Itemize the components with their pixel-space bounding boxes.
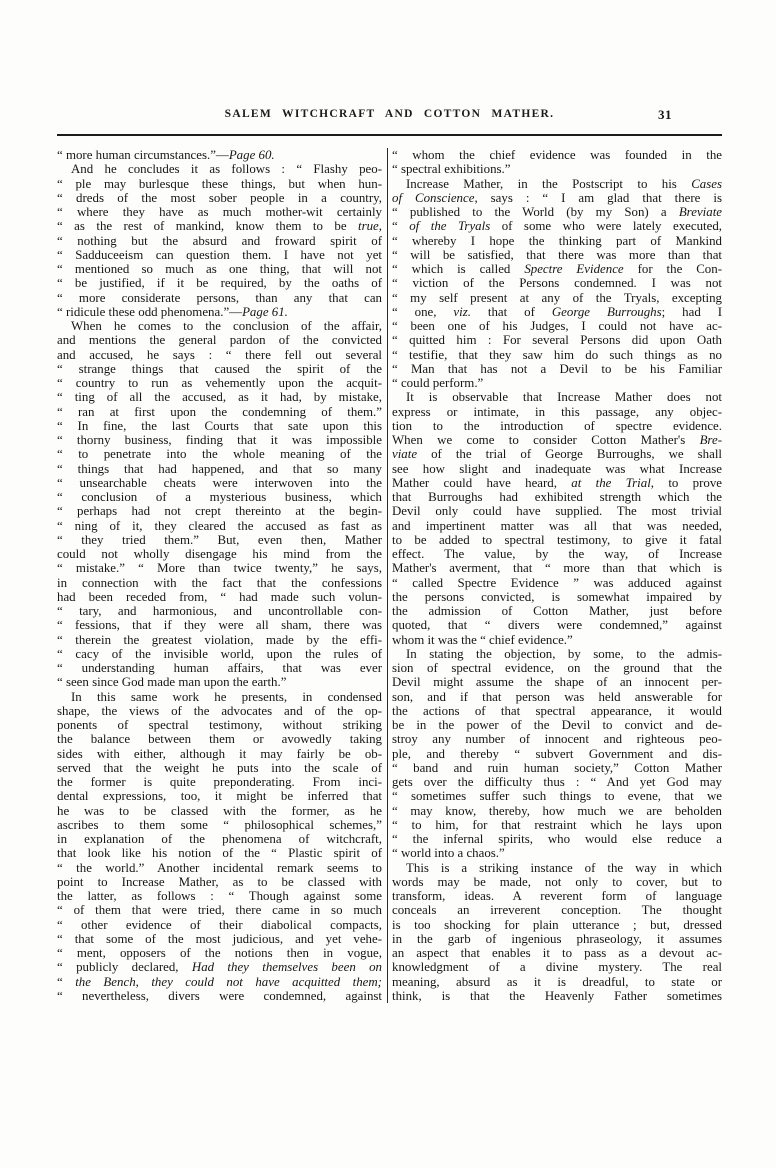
text-line: point to Increase Mather, as to be classed with	[57, 874, 382, 889]
text-line: When he comes to the conclusion of the affair,	[71, 319, 382, 333]
text-line: “ be justified, if it be required, by the oaths of	[57, 276, 382, 291]
text-line: It is observable that Increase Mather does not	[406, 390, 722, 405]
left-column	[57, 148, 382, 1003]
text-line: “ more human circumstances.”—Page 60.	[57, 148, 275, 162]
text-line: “ whom the chief evidence was founded in the	[392, 148, 722, 162]
column-divider	[387, 148, 388, 1003]
text-line: the persons convicted, is somewhat impaired by	[392, 589, 722, 604]
text-line: In stating the objection, by some, to the admis-	[406, 646, 722, 661]
text-line: “ one, viz. that of George Burroughs; had I	[392, 304, 722, 319]
text-line: “ Sadduceeism can question them. I have not yet	[57, 247, 382, 262]
text-line: son, and if that person was held answerable for	[392, 689, 722, 704]
text-line: “ mentioned so much as one thing, that will not	[57, 262, 382, 276]
text-line: “ seen since God made man upon the earth.”	[57, 675, 287, 690]
text-line: quoted, that “ divers were condemned,” against	[392, 618, 722, 633]
text-line: “ where they have as much mother-wit certainly	[57, 205, 382, 219]
text-line: “ cacy of the invisible world, upon the rules of	[57, 646, 382, 661]
text-line: words may be made, not only to cover, but to	[392, 874, 722, 889]
text-line: express or intimate, in this passage, any objec-	[392, 404, 722, 419]
text-line: “ may know, thereby, how much we are beholden	[392, 803, 722, 818]
text-line: “ things that had happened, and that so many	[57, 461, 382, 476]
text-line: “ published to the World (by my Son) a Breviate	[392, 205, 722, 219]
text-line: the former is quite preponderating. From inci-	[57, 775, 382, 789]
text-line: served that the weight he puts into the scale of	[57, 760, 382, 775]
text-line: Devil might assume the shape of an innocent per-	[392, 675, 722, 690]
text-line: “ been one of his Judges, I could not have ac-	[392, 319, 722, 333]
text-line: stroy any number of innocent and righteous peo-	[392, 732, 722, 747]
text-line: “ my self present at any of the Tryals, excepting	[392, 290, 722, 305]
text-line: “ ple may burlesque these things, but when hun-	[57, 176, 382, 191]
text-line: Mather's averment, that “ more than that which is	[392, 561, 722, 576]
text-line: “ ran at first upon the condemning of them.”	[57, 404, 382, 419]
text-line: that Burroughs had exhibited strength which the	[392, 490, 722, 504]
text-line: of Conscience, says : “ I am glad that there is	[392, 190, 722, 205]
text-line: “ nevertheless, divers were condemned, against	[57, 988, 382, 1003]
text-line: sion of spectral evidence, on the ground that the	[392, 661, 722, 675]
text-line: the admission of Cotton Mather, just before	[392, 604, 722, 618]
text-line: in explanation of the phenomena of witchcraft,	[57, 832, 382, 846]
page-number: 31	[658, 107, 672, 122]
text-line: “ the infernal spirits, who would else reduce a	[392, 832, 722, 846]
text-line: “ conclusion of a mysterious business, which	[57, 490, 382, 504]
text-line: “ will be satisfied, that there was more than that	[392, 247, 722, 262]
text-line: And he concludes it as follows : “ Flashy peo-	[71, 162, 382, 177]
text-line: “ more considerate persons, than any that can	[57, 290, 382, 305]
text-line: “ viction of the Persons condemned. I was not	[392, 276, 722, 291]
text-line: “ perhaps had not crept thereinto at the begin-	[57, 504, 382, 519]
text-line: could not wholly disengage his mind from the	[57, 547, 382, 561]
text-line: “ could perform.”	[392, 376, 484, 390]
text-line: “ as the rest of mankind, know them to be true,	[57, 219, 382, 234]
text-line: whom it was the “ chief evidence.”	[392, 632, 573, 647]
right-column	[392, 148, 722, 1003]
text-line: “ unsearchable cheats were interwoven into the	[57, 475, 382, 490]
text-line: “ they tried them.” But, even then, Mather	[57, 532, 382, 547]
text-line: conceals an irreverent conception. The thought	[392, 903, 722, 918]
text-line: and mentions the general pardon of the convicted	[57, 333, 382, 348]
text-line: “ band and ruin human society,” Cotton Mather	[392, 760, 722, 775]
text-line: “ strange things that caused the spirit of the	[57, 361, 382, 376]
text-line: “ Man that has not a Devil to be his Familiar	[392, 361, 722, 376]
text-line: an aspect that enables it to pass as a devout ac-	[392, 946, 722, 960]
text-line: “ that some of the most judicious, and yet vehe-	[57, 931, 382, 946]
text-line: “ dreds of the most sober people in a country,	[57, 190, 382, 205]
text-line: “ therein the greatest violation, made by the effi-	[57, 632, 382, 647]
text-line: “ quitted him : For several Persons did upon Oath	[392, 333, 722, 348]
text-line: “ ting of all the accused, as it had, by mistake,	[57, 390, 382, 405]
running-head	[57, 108, 722, 126]
text-line: “ nothing but the absurd and froward spirit of	[57, 233, 382, 248]
text-line: and accused, he says : “ there fell out several	[57, 347, 382, 362]
text-line: the balance between them or avowedly taking	[57, 732, 382, 747]
text-line: “ ning of it, they cleared the accused as fast as	[57, 518, 382, 533]
text-line: “ country to run as vehemently upon the acquit-	[57, 376, 382, 390]
text-line: dental expressions, too, it might be inferred that	[57, 789, 382, 804]
page-content	[57, 108, 722, 1003]
running-head-title: SALEM WITCHCRAFT AND COTTON MATHER.	[224, 108, 555, 120]
text-line: “ In fine, the last Courts that sate upon this	[57, 418, 382, 433]
text-line: “ the Bench, they could not have acquitted them;	[57, 974, 382, 989]
text-line: When we come to consider Cotton Mather's Bre-	[392, 433, 722, 447]
text-line: knowledgment of a divine mystery. The real	[392, 960, 722, 975]
text-line: “ ment, opposers of the notions then in vogue,	[57, 946, 382, 960]
text-line: ponents of spectral testimony, without striking	[57, 718, 382, 732]
text-line: viate of the trial of George Burroughs, we shall	[392, 447, 722, 462]
text-line: meaning, absurd as it is dreadful, to state or	[392, 974, 722, 989]
text-line: Mather could have heard, at the Trial, to prove	[392, 475, 723, 490]
text-line: Increase Mather, in the Postscript to his Cases	[406, 176, 722, 191]
text-line: effect. The value, by the way, of Increase	[392, 547, 722, 561]
text-line: sides with either, although it may fairly be ob-	[57, 746, 382, 761]
text-line: in the garb of ingenious phraseology, it assumes	[392, 931, 722, 946]
text-line: he was to be classed with the former, as he	[57, 803, 382, 818]
text-line: “ understanding human affairs, that was ever	[57, 661, 382, 675]
text-line: “ spectral exhibitions.”	[392, 162, 511, 177]
text-line: “ testifie, that they saw him do such things as no	[392, 347, 722, 362]
text-line: and impertinent matter was all that was needed,	[392, 518, 722, 533]
text-line: “ the world.” Another incidental remark seems to	[57, 860, 382, 875]
text-line: “ to him, for that restraint which he lays upon	[392, 817, 722, 832]
text-line: “ whereby I hope the thinking part of Mankind	[392, 233, 722, 248]
text-line: “ of the Tryals of some who were lately executed,	[392, 219, 722, 234]
text-line: “ mistake.” “ More than twice twenty,” he says,	[57, 561, 382, 576]
text-line: shape, the views of the advocates and of the op-	[57, 703, 382, 718]
text-line: “ fessions, that if they were all sham, there was	[57, 618, 382, 633]
text-line: “ sometimes suffer such things to evene, that we	[392, 789, 722, 804]
text-line: in connection with the fact that the confessions	[57, 575, 382, 590]
text-line: had been receded from, “ had made such volun-	[57, 589, 382, 604]
text-line: This is a striking instance of the way in which	[406, 860, 722, 875]
text-line: In this same work he presents, in condensed	[71, 689, 382, 704]
text-line: “ other evidence of their diabolical compacts,	[57, 917, 382, 932]
text-line: Devil only could have supplied. The most trivial	[392, 504, 722, 519]
text-line: tion to the introduction of spectre evidence.	[392, 418, 722, 433]
text-line: “ publicly declared, Had they themselves been on	[57, 960, 383, 975]
text-line: “ which is called Spectre Evidence for the Con-	[392, 262, 722, 276]
text-line: be in the power of the Devil to convict and de-	[392, 718, 722, 732]
text-line: to be added to spectral testimony, to give it fatal	[392, 532, 722, 547]
text-line: “ of them that were tried, there came in so much	[57, 903, 382, 918]
text-line: the latter, as follows : “ Though against some	[57, 889, 382, 903]
text-line: “ world into a chaos.”	[392, 846, 505, 861]
text-line: “ thorny business, finding that it was impossible	[57, 433, 382, 447]
text-line: is too shocking for plain utterance ; but, dressed	[392, 917, 722, 932]
text-line: gets over the difficulty thus : “ And yet God may	[392, 775, 722, 789]
text-line: “ to penetrate into the whole meaning of the	[57, 447, 382, 462]
text-line: think, is that the Heavenly Father sometimes	[392, 988, 722, 1003]
text-line: “ called Spectre Evidence ” was adduced against	[392, 575, 722, 590]
text-line: ple, and thereby “ subvert Government and dis-	[392, 746, 722, 761]
text-line: ascribes to them some “ philosophical schemes,”	[57, 817, 382, 832]
text-line: the actions of that spectral appearance, it would	[392, 703, 722, 718]
text-line: “ tary, and harmonious, and uncontrollable con-	[57, 604, 382, 618]
text-line: “ ridicule these odd phenomena.”—Page 61.	[57, 304, 288, 319]
text-columns	[57, 148, 722, 1003]
text-line: that look like his notion of the “ Plastic spirit of	[57, 846, 382, 861]
text-line: transform, ideas. A reverent form of language	[392, 889, 722, 903]
header-rule	[57, 134, 722, 136]
text-line: see how slight and inadequate was what Increase	[392, 461, 722, 476]
